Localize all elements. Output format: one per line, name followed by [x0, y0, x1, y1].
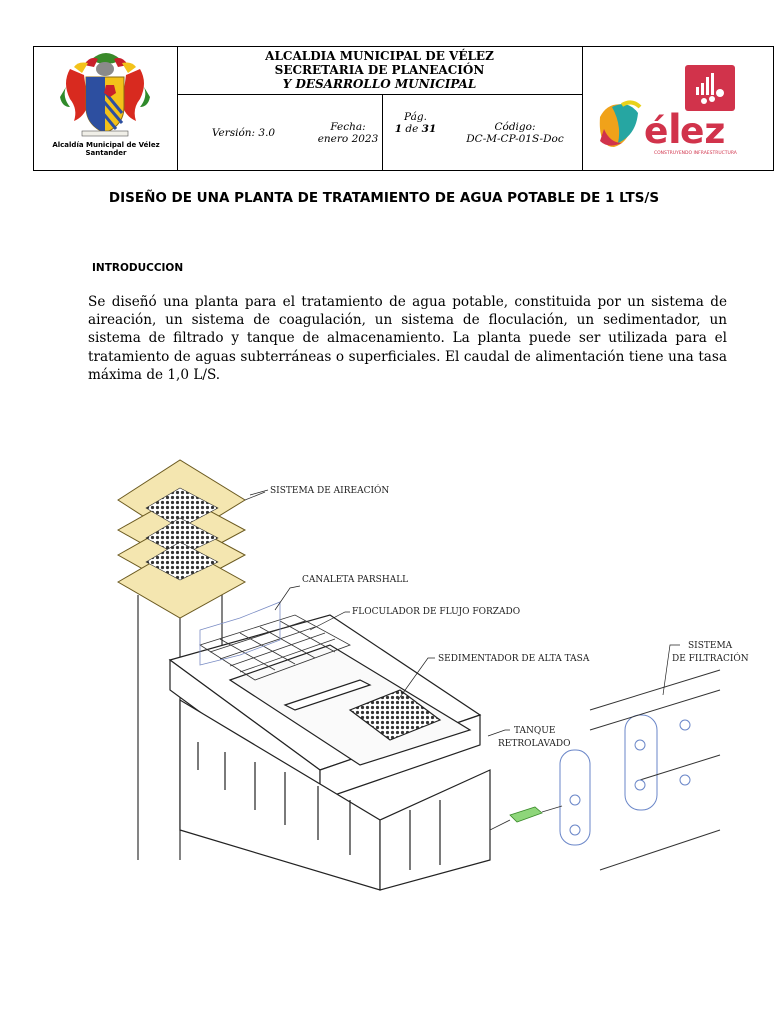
- version-cell: [177, 95, 310, 170]
- filtration-system: [560, 670, 720, 870]
- label-filter-1: SISTEMA: [688, 641, 733, 651]
- crest-caption: Alcaldía Municipal de Vélez Santander: [52, 141, 160, 157]
- page-current: 1: [394, 123, 403, 135]
- document-header: [33, 46, 774, 171]
- date-label: Fecha:: [330, 120, 366, 133]
- treatment-plant-diagram: [80, 440, 749, 890]
- version-text: Versión: 3.0: [211, 126, 276, 139]
- svg-text:ez: ez: [680, 111, 726, 152]
- label-sedimenter: SEDIMENTADOR DE ALTA TASA: [438, 654, 590, 664]
- org-line-3: Y DESARROLLO MUNICIPAL: [282, 77, 477, 91]
- brand-tagline: CONSTRUYENDO INFRAESTRUCTURA: [654, 151, 737, 156]
- label-aeration: SISTEMA DE AIREACIÓN: [270, 486, 390, 496]
- date-cell: [310, 95, 382, 170]
- organization-title: [177, 47, 582, 95]
- org-line-1: ALCALDIA MUNICIPAL DE VÉLEZ: [265, 49, 494, 63]
- date-value: enero 2023: [317, 132, 379, 145]
- org-line-2: SECRETARIA DE PLANEACIÓN: [274, 63, 485, 77]
- backwash-pump: [490, 806, 562, 830]
- header-center: [177, 47, 583, 170]
- section-heading: INTRODUCCION: [92, 262, 184, 274]
- label-flocculator: FLOCULADOR DE FLUJO FORZADO: [352, 607, 521, 617]
- page-of: de: [405, 123, 419, 135]
- page-number: [395, 123, 437, 135]
- code-label: Código:: [494, 120, 536, 133]
- page-label: Pág.: [404, 111, 427, 123]
- svg-text:l: l: [668, 107, 682, 153]
- page-cell: [382, 95, 448, 170]
- label-tank-1: TANQUE: [514, 726, 556, 736]
- svg-text:é: é: [644, 111, 669, 152]
- crest-cell: [34, 47, 178, 170]
- label-filter-2: DE FILTRACIÓN: [672, 654, 749, 664]
- velez-brand-logo: [582, 47, 773, 170]
- brand-cell: [582, 47, 773, 170]
- code-value: DC-M-CP-01S-Doc: [466, 132, 564, 145]
- code-cell: [448, 95, 582, 170]
- page-total: 31: [421, 123, 437, 135]
- document-title: DISEÑO DE UNA PLANTA DE TRATAMIENTO DE AGUA POTABLE DE 1 LTS/S: [108, 190, 660, 206]
- intro-paragraph: Se diseñó una planta para el tratamiento de agua potable, constituida por un sistema de aireación, un sistema de coagulación, un sistema de floculación, un sedimentador, un sistema de filtrado y tanque de almacenamiento. La planta puede ser utilizada para el tratamiento de aguas subterráneas o superficiales. El caudal de alimentación tiene una tasa máxima de 1,0 L/S.: [88, 294, 727, 383]
- municipal-crest-logo: [34, 47, 177, 147]
- label-tank-2: RETROLAVADO: [498, 739, 571, 749]
- label-parshall: CANALETA PARSHALL: [302, 575, 409, 585]
